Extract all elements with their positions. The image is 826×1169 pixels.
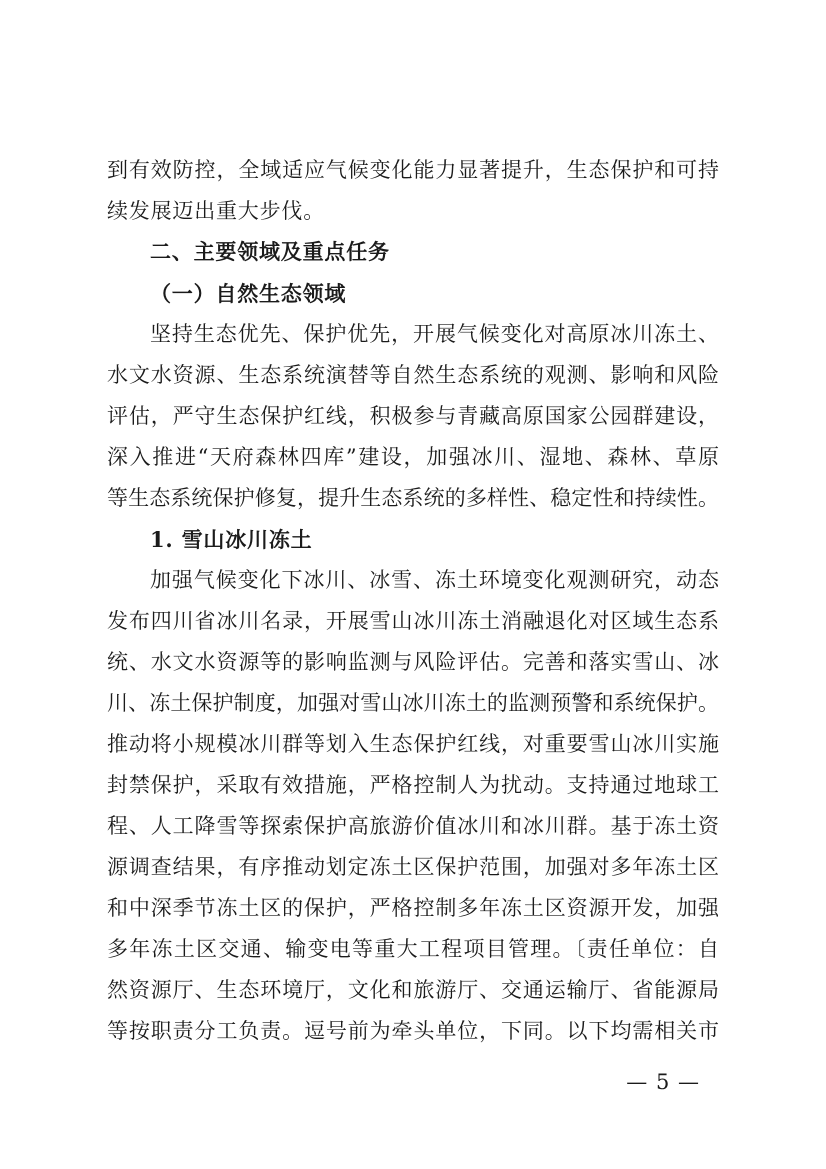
- paragraph-line: 加强气候变化下冰川、冰雪、冻土环境变化观测研究，动态: [150, 568, 720, 592]
- subsection-heading: （一）自然生态领域: [150, 281, 347, 306]
- paragraph-line: 多年冻土区交通、输变电等重大工程项目管理。〔责任单位：自: [107, 937, 721, 961]
- paragraph-line: 深入推进“天府森林四库”建设，加强冰川、湿地、森林、草原: [107, 445, 721, 469]
- paragraph-line: 等按职责分工负责。逗号前为牵头单位，下同。以下均需相关市: [107, 1019, 720, 1043]
- paragraph-line: 程、人工降雪等探索保护高旅游价值冰川和冰川群。基于冻土资: [107, 814, 720, 838]
- section-heading: 二、主要领域及重点任务: [150, 240, 390, 264]
- paragraph-line: 到有效防控，全域适应气候变化能力显著提升，生态保护和可持: [107, 158, 720, 182]
- paragraph-line: 和中深季节冻土区的保护，严格控制多年冻土区资源开发，加强: [107, 896, 720, 920]
- item-heading: 1. 雪山冰川冻土: [150, 527, 313, 552]
- paragraph-line: 统、水文水资源等的影响监测与风险评估。完善和落实雪山、冰: [107, 650, 720, 674]
- paragraph-line: 续发展迈出重大步伐。: [107, 199, 325, 223]
- paragraph-line: 源调查结果，有序推动划定冻土区保护范围，加强对多年冻土区: [107, 855, 720, 879]
- paragraph-line: 封禁保护，采取有效措施，严格控制人为扰动。支持通过地球工: [107, 773, 720, 797]
- paragraph-line: 川、冻土保护制度，加强对雪山冰川冻土的监测预警和系统保护。: [107, 691, 720, 715]
- paragraph-line: 发布四川省冰川名录，开展雪山冰川冻土消融退化对区域生态系: [107, 609, 720, 633]
- paragraph-line: 等生态系统保护修复，提升生态系统的多样性、稳定性和持续性。: [107, 486, 720, 510]
- paragraph-line: 评估，严守生态保护红线，积极参与青藏高原国家公园群建设，: [107, 404, 720, 428]
- paragraph-line: 水文水资源、生态系统演替等自然生态系统的观测、影响和风险: [107, 363, 720, 387]
- page-number: — 5 —: [626, 1070, 700, 1094]
- paragraph-line: 坚持生态优先、保护优先，开展气候变化对高原冰川冻土、: [150, 322, 720, 346]
- document-body: [107, 150, 719, 1052]
- paragraph-line: 推动将小规模冰川群等划入生态保护红线，对重要雪山冰川实施: [107, 732, 720, 756]
- paragraph-line: 然资源厅、生态环境厅，文化和旅游厅、交通运输厅、省能源局: [107, 978, 720, 1002]
